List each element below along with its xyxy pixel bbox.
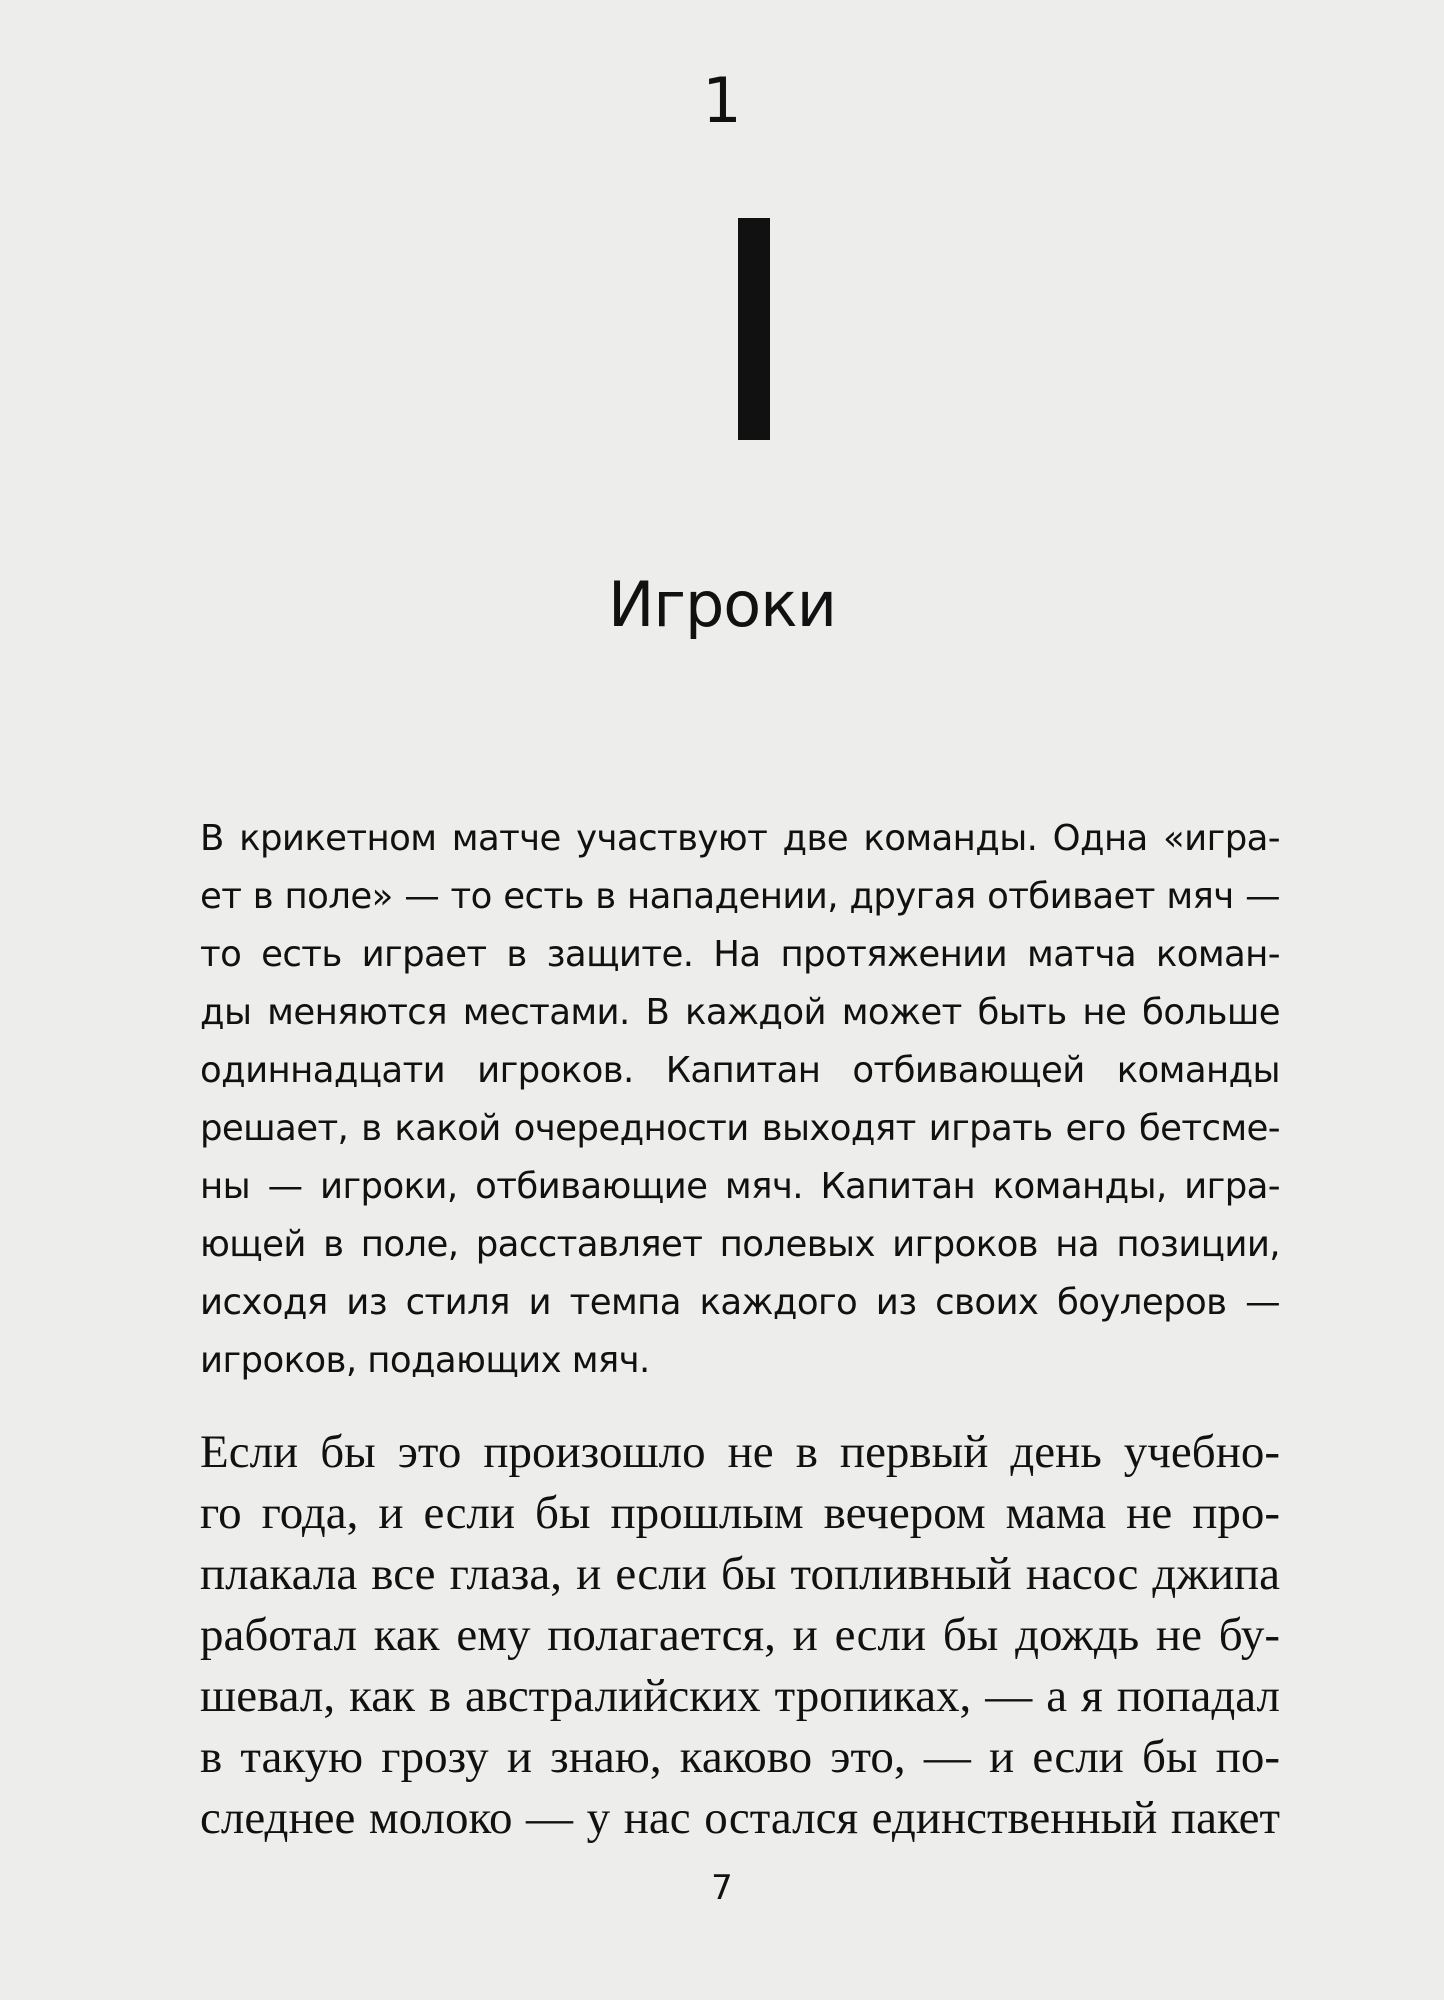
story-line: го года, и если бы прошлым вечером мама не про- — [200, 1487, 1280, 1539]
story-line: Если бы это произошло не в первый день учебно- — [200, 1426, 1280, 1478]
chapter-decorative-bar — [738, 218, 770, 440]
rules-line: ны — игроки, отбивающие мяч. Капитан команды, игра- — [200, 1166, 1280, 1207]
rules-line: исходя из стиля и темпа каждого из своих боулеров — — [200, 1282, 1280, 1323]
cricket-rules-paragraph — [200, 810, 1280, 1390]
rules-line: ды меняются местами. В каждой может быть не больше — [200, 992, 1280, 1033]
rules-line: игроков, подающих мяч. — [200, 1340, 650, 1381]
rules-line: решает, в какой очередности выходят играть его бетсме- — [200, 1108, 1280, 1149]
story-line: в такую грозу и знаю, каково это, — и если бы по- — [200, 1731, 1280, 1783]
rules-line: ет в поле» — то есть в нападении, другая отбивает мяч — — [200, 876, 1280, 917]
story-line: работал как ему полагается, и если бы дождь не бу- — [200, 1609, 1280, 1661]
rules-line: одиннадцати игроков. Капитан отбивающей команды — [200, 1050, 1280, 1091]
story-paragraph — [200, 1422, 1280, 1849]
rules-line: В крикетном матче участвуют две команды. Одна «игра- — [200, 818, 1280, 859]
story-line: следнее молоко — у нас остался единственный пакет — [200, 1792, 1280, 1844]
chapter-title: Игроки — [608, 568, 836, 641]
page-number: 7 — [711, 1868, 733, 1908]
rules-line: то есть играет в защите. На протяжении матча коман- — [200, 934, 1280, 975]
story-line: шевал, как в австралийских тропиках, — а я попадал — [200, 1670, 1280, 1722]
story-line: плакала все глаза, и если бы топливный насос джипа — [200, 1548, 1280, 1600]
chapter-number: 1 — [702, 64, 742, 137]
rules-line: ющей в поле, расставляет полевых игроков на позиции, — [200, 1224, 1280, 1265]
